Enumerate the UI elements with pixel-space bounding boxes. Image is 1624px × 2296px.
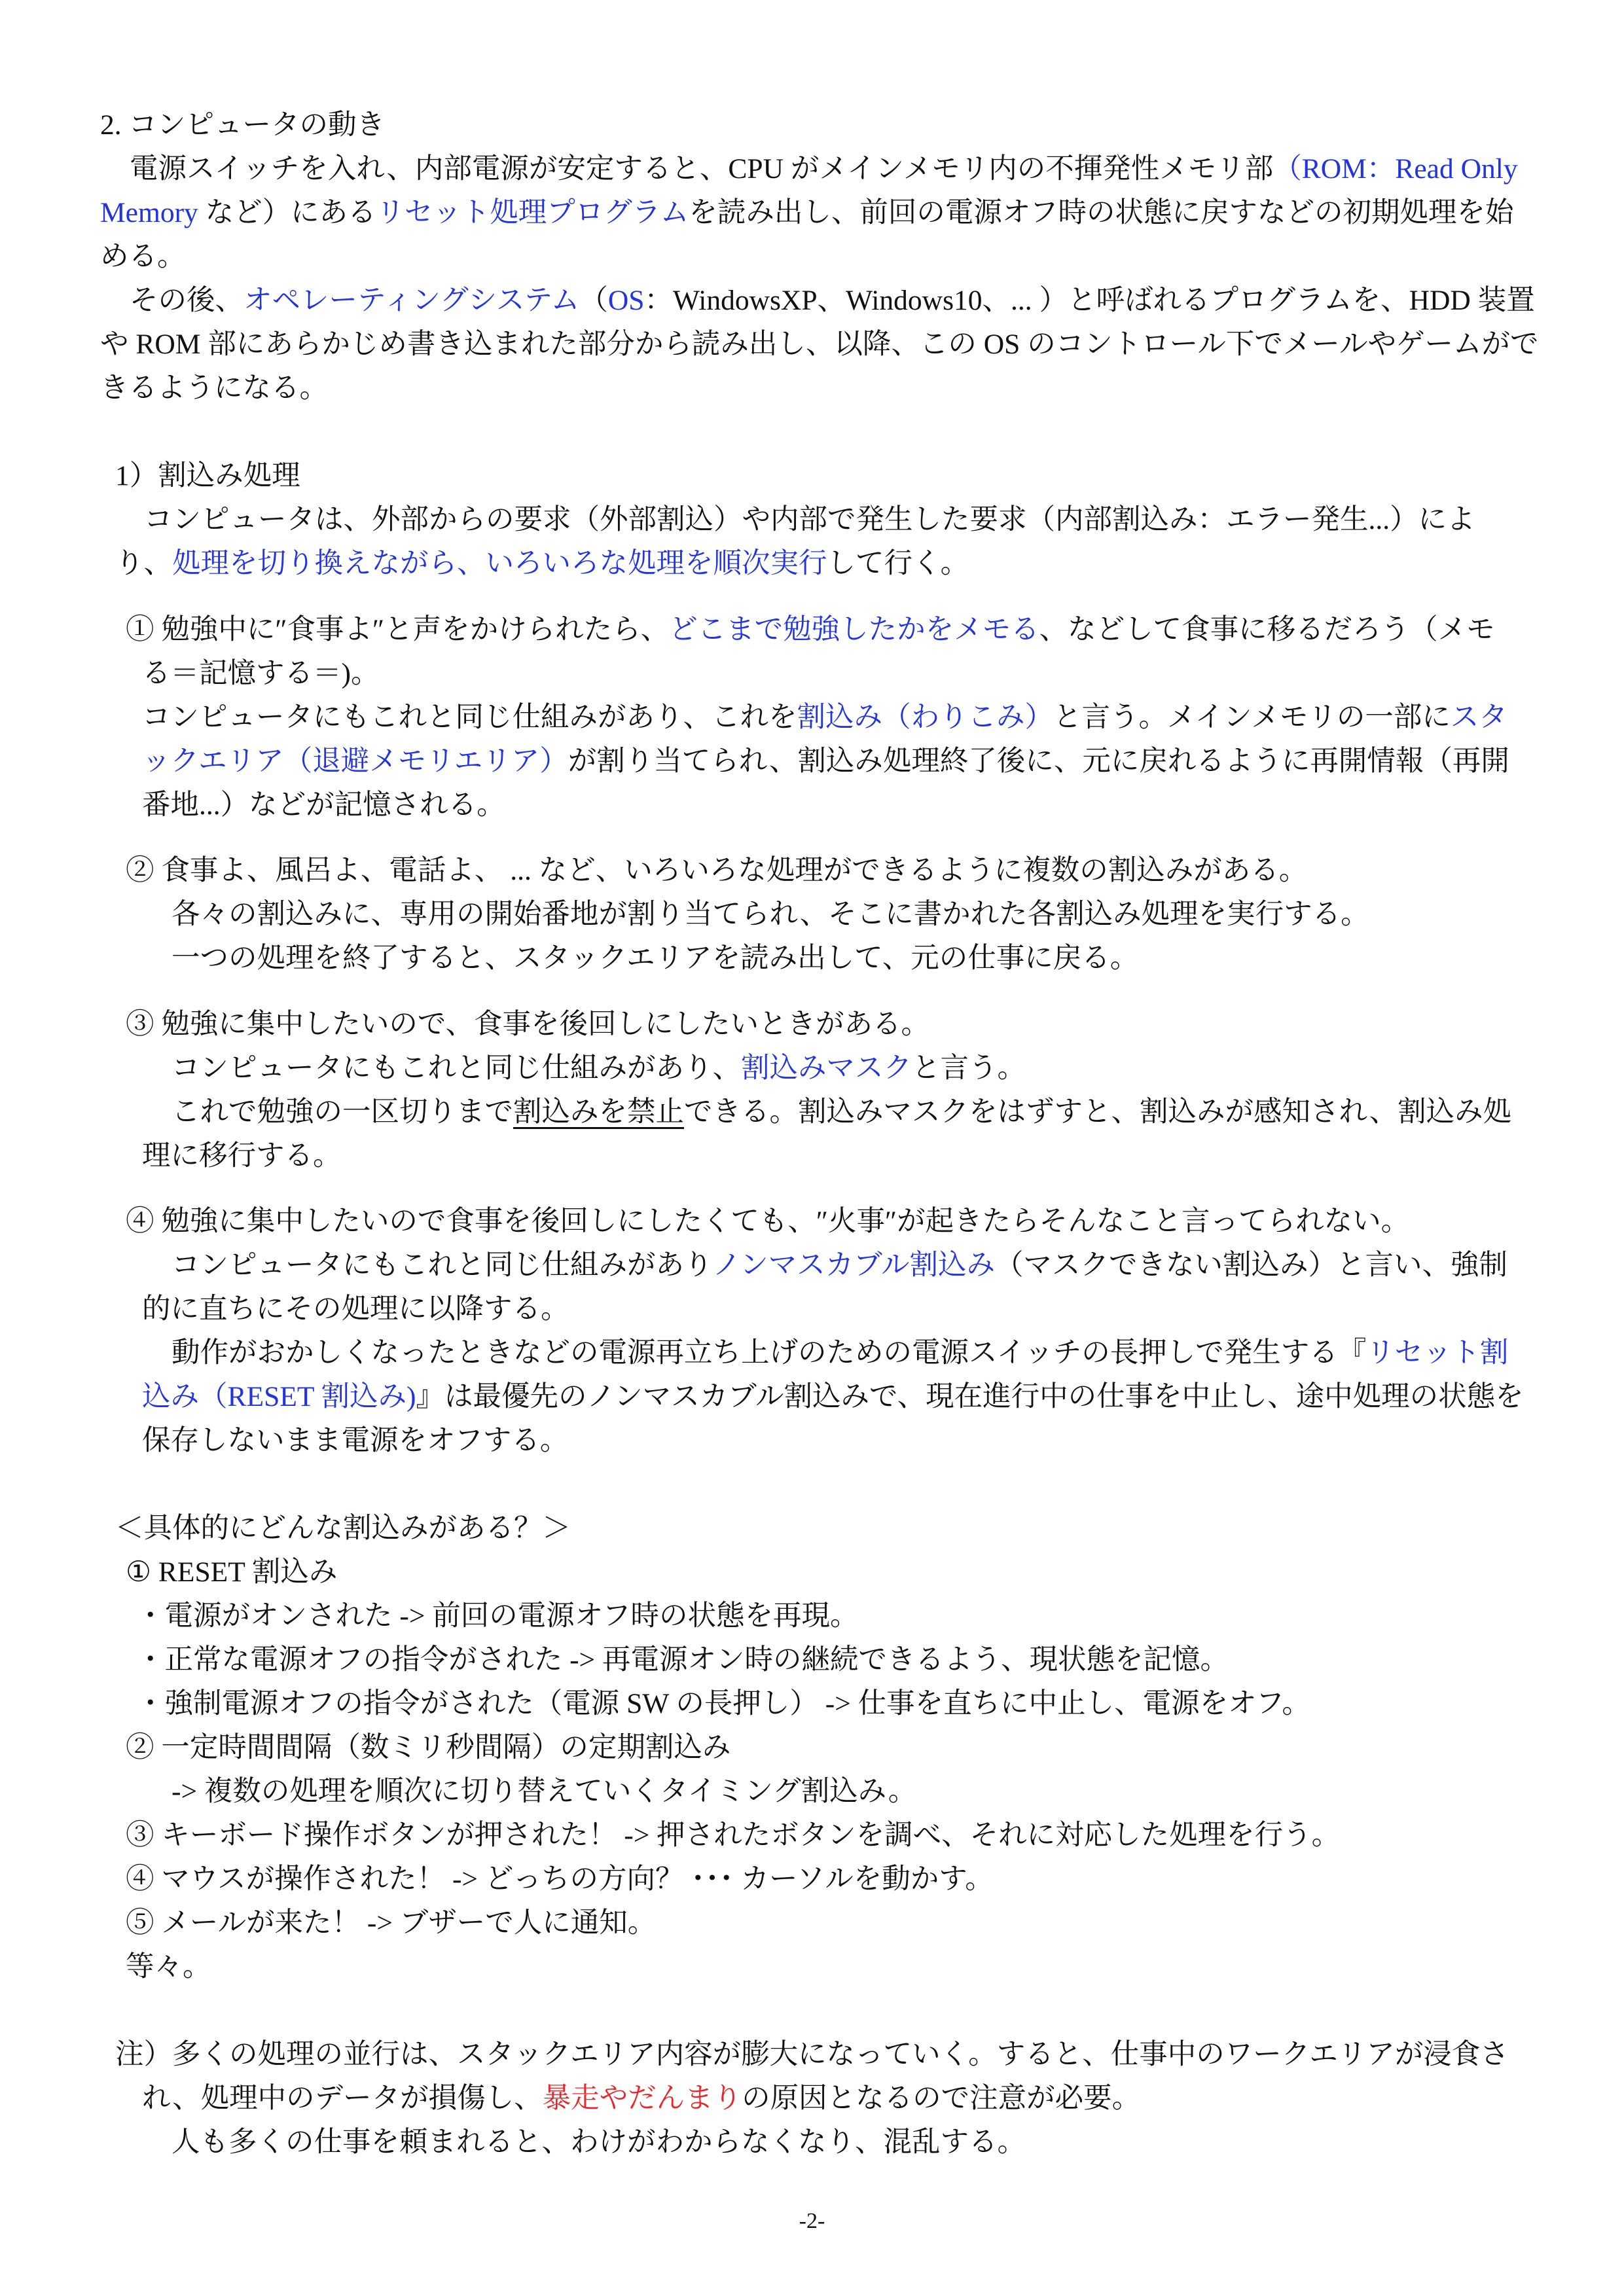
item-1-line-1 <box>0 608 1624 652</box>
item-4-line-6 <box>0 1419 1624 1463</box>
blue-highlight: 込み（RESET 割込み) <box>142 1381 416 1412</box>
blue-highlight: スタ <box>1450 701 1507 733</box>
note-line-2 <box>0 2077 1624 2121</box>
text-run: ：WindowsXP、Windows10、... ）と呼ばれるプログラムを、HDD 装置 <box>644 285 1535 316</box>
examples-heading: ＜具体的にどんな割込みがある？＞ <box>115 1513 571 1544</box>
item-1 <box>0 608 1624 827</box>
text-run: コンピュータにもこれと同じ仕組みがあり、これを <box>142 701 797 733</box>
item-2 <box>0 849 1624 980</box>
text-run: の原因となるので注意が必要。 <box>742 2083 1141 2114</box>
text-run: コンピュータにもこれと同じ仕組みがあり、 <box>171 1052 741 1084</box>
text-run: 保存しないまま電源をオフする。 <box>142 1425 569 1456</box>
blue-highlight: オペレーティングシステム <box>244 285 580 316</box>
text-run: 的に直ちにその処理に以降する。 <box>142 1293 569 1325</box>
example-line-6: -> 複数の処理を順次に切り替えていくタイミング割込み。 <box>171 1776 917 1807</box>
chapter-paragraph-1-line-3 <box>0 235 1624 279</box>
text-run: これで勉強の一区切りまで <box>171 1096 513 1128</box>
item-4-line-2 <box>0 1244 1624 1287</box>
example-line-1: ① RESET 割込み <box>126 1556 338 1588</box>
item-1-line-4 <box>0 740 1624 783</box>
section-intro-line-1 <box>0 498 1624 542</box>
text-run: り、 <box>115 548 172 579</box>
text-run: 各々の割込みに、専用の開始番地が割り当てられ、そこに書かれた各割込み処理を実行する。 <box>171 899 1369 930</box>
chapter-title: 2. コンピュータの動き <box>100 109 385 141</box>
example-line-4: ・強制電源オフの指令がされた（電源 SW の長押し） -> 仕事を直ちに中止し、電源をオフ。 <box>136 1688 1310 1719</box>
text-run: ② 食事よ、風呂よ、電話よ、 ... など、いろいろな処理ができるように複数の割込みがある。 <box>126 855 1308 886</box>
item-1-line-3 <box>0 696 1624 740</box>
text-run: を読み出し、前回の電源オフ時の状態に戻すなどの初期処理を始 <box>689 197 1514 228</box>
text-run: できる。割込みマスクをはずすと、割込みが感知され、割込み処 <box>684 1096 1512 1128</box>
blue-highlight: 処理を切り換えながら、いろいろな処理を順次実行 <box>172 548 827 579</box>
item-2-line-3 <box>0 937 1624 980</box>
item-1-line-2 <box>0 652 1624 696</box>
text-run: ① 勉強中に″食事よ″と声をかけられたら、 <box>126 613 670 645</box>
text-run: その後、 <box>130 285 244 316</box>
chapter-paragraph-2-line-2 <box>0 323 1624 367</box>
item-4 <box>0 1200 1624 1463</box>
blue-highlight: 割込み（わりこみ） <box>797 701 1053 733</box>
underlined-text: 割込みを禁止 <box>513 1096 684 1128</box>
text-run: コンピュータは、外部からの要求（外部割込）や内部で発生した要求（内部割込み：エラー発生...）によ <box>144 504 1475 535</box>
item-2-line-1 <box>0 849 1624 893</box>
text-run: 人も多くの仕事を頼まれると、わけがわからなくなり、混乱する。 <box>171 2126 1026 2158</box>
text-run: 』は最優先のノンマスカブル割込みで、現在進行中の仕事を中止し、途中処理の状態を <box>416 1381 1524 1412</box>
note-line-1 <box>0 2033 1624 2077</box>
example-line-5: ② 一定時間間隔（数ミリ秒間隔）の定期割込み <box>126 1732 731 1763</box>
item-3 <box>0 1003 1624 1178</box>
text-run: 理に移行する。 <box>142 1139 342 1172</box>
example-line-10: 等々。 <box>126 1951 211 1982</box>
text-run: きるようになる。 <box>100 372 328 404</box>
item-4-line-5 <box>0 1375 1624 1419</box>
text-run: ③ 勉強に集中したいので、食事を後回しにしたいときがある。 <box>126 1008 930 1040</box>
chapter-paragraph-1-line-1 <box>0 147 1624 191</box>
text-run: や ROM 部にあらかじめ書き込まれた部分から読み出し、以降、この OS のコントロール下でメールやゲームがで <box>100 329 1539 360</box>
example-line-3: ・正常な電源オフの指令がされた -> 再電源オン時の継続できるよう、現状態を記憶。 <box>136 1644 1229 1676</box>
example-line-9: ⑤ メールが来た！ -> ブザーで人に通知。 <box>126 1907 657 1939</box>
chapter-paragraph-2-line-1 <box>0 279 1624 323</box>
item-4-line-4 <box>0 1331 1624 1375</box>
example-line-2: ・電源がオンされた -> 前回の電源オフ時の状態を再現。 <box>136 1600 859 1632</box>
text-run: と言う。メインメモリの一部に <box>1053 701 1451 733</box>
text-run: など）にある <box>198 197 376 228</box>
blue-highlight: Memory <box>100 197 198 228</box>
item-3-line-2 <box>0 1047 1624 1090</box>
item-3-line-1 <box>0 1003 1624 1047</box>
example-line-8: ④ マウスが操作された！ -> どっちの方向？ ･･･ カーソルを動かす。 <box>126 1863 994 1895</box>
text-run: （ <box>579 285 608 316</box>
chapter-paragraph-1-line-2 <box>0 191 1624 235</box>
text-run: （マスクできない割込み）と言い、強制 <box>995 1249 1508 1281</box>
text-run: 電源スイッチを入れ、内部電源が安定すると、CPU がメインメモリ内の不揮発性メモリ部 <box>130 153 1274 185</box>
example-line-7: ③ キーボード操作ボタンが押された！ -> 押されたボタンを調べ、それに対応した処理を行う。 <box>126 1820 1341 1851</box>
chapter-paragraph-2-line-3 <box>0 367 1624 410</box>
item-3-line-3 <box>0 1090 1624 1134</box>
blue-highlight: 割込みマスク <box>741 1052 912 1084</box>
text-run: 、などして食事に移るだろう（メモ <box>1039 613 1495 645</box>
text-run: コンピュータにもこれと同じ仕組みがあり <box>171 1249 713 1281</box>
item-2-line-2 <box>0 893 1624 937</box>
text-run: 番地...）などが記憶される。 <box>142 789 505 821</box>
item-3-line-4 <box>0 1134 1624 1178</box>
section-intro-line-2 <box>0 542 1624 586</box>
item-4-line-3 <box>0 1287 1624 1331</box>
red-highlight: 暴走やだんまり <box>542 2083 742 2114</box>
blue-highlight: （ROM：Read Only <box>1273 153 1518 185</box>
text-run: る＝記憶する＝)。 <box>142 657 380 689</box>
text-run: ④ 勉強に集中したいので食事を後回しにしたくても、″火事″が起きたらそんなこと言ってられない。 <box>126 1206 1410 1237</box>
blue-highlight: ックエリア（退避メモリエリア） <box>142 745 568 777</box>
text-run: して行く。 <box>827 548 969 579</box>
blue-highlight: リセット処理プログラム <box>376 197 689 228</box>
note-line-3 <box>0 2121 1624 2164</box>
text-run: れ、処理中のデータが損傷し、 <box>142 2083 543 2114</box>
text-run: が割り当てられ、割込み処理終了後に、元に戻れるように再開情報（再開 <box>568 745 1509 777</box>
blue-highlight: どこまで勉強したかをメモる <box>669 613 1039 645</box>
blue-highlight: OS <box>607 285 645 316</box>
text-run: 動作がおかしくなったときなどの電源再立ち上げのための電源スイッチの長押しで発生する『 <box>171 1337 1367 1369</box>
blue-highlight: ノンマスカブル割込み <box>712 1249 996 1281</box>
blue-highlight: リセット割 <box>1366 1337 1509 1369</box>
text-run: 注）多くの処理の並行は、スタックエリア内容が膨大になっていく。すると、仕事中のワークエリアが浸食さ <box>115 2039 1509 2070</box>
section-title: 1）割込み処理 <box>115 460 300 492</box>
text-run: める。 <box>100 241 186 272</box>
item-1-line-5 <box>0 783 1624 827</box>
item-4-line-1 <box>0 1200 1624 1244</box>
text-run: 一つの処理を終了すると、スタックエリアを読み出して、元の仕事に戻る。 <box>171 942 1139 974</box>
text-run: と言う。 <box>912 1052 1026 1084</box>
page-number: -2- <box>799 2209 825 2233</box>
